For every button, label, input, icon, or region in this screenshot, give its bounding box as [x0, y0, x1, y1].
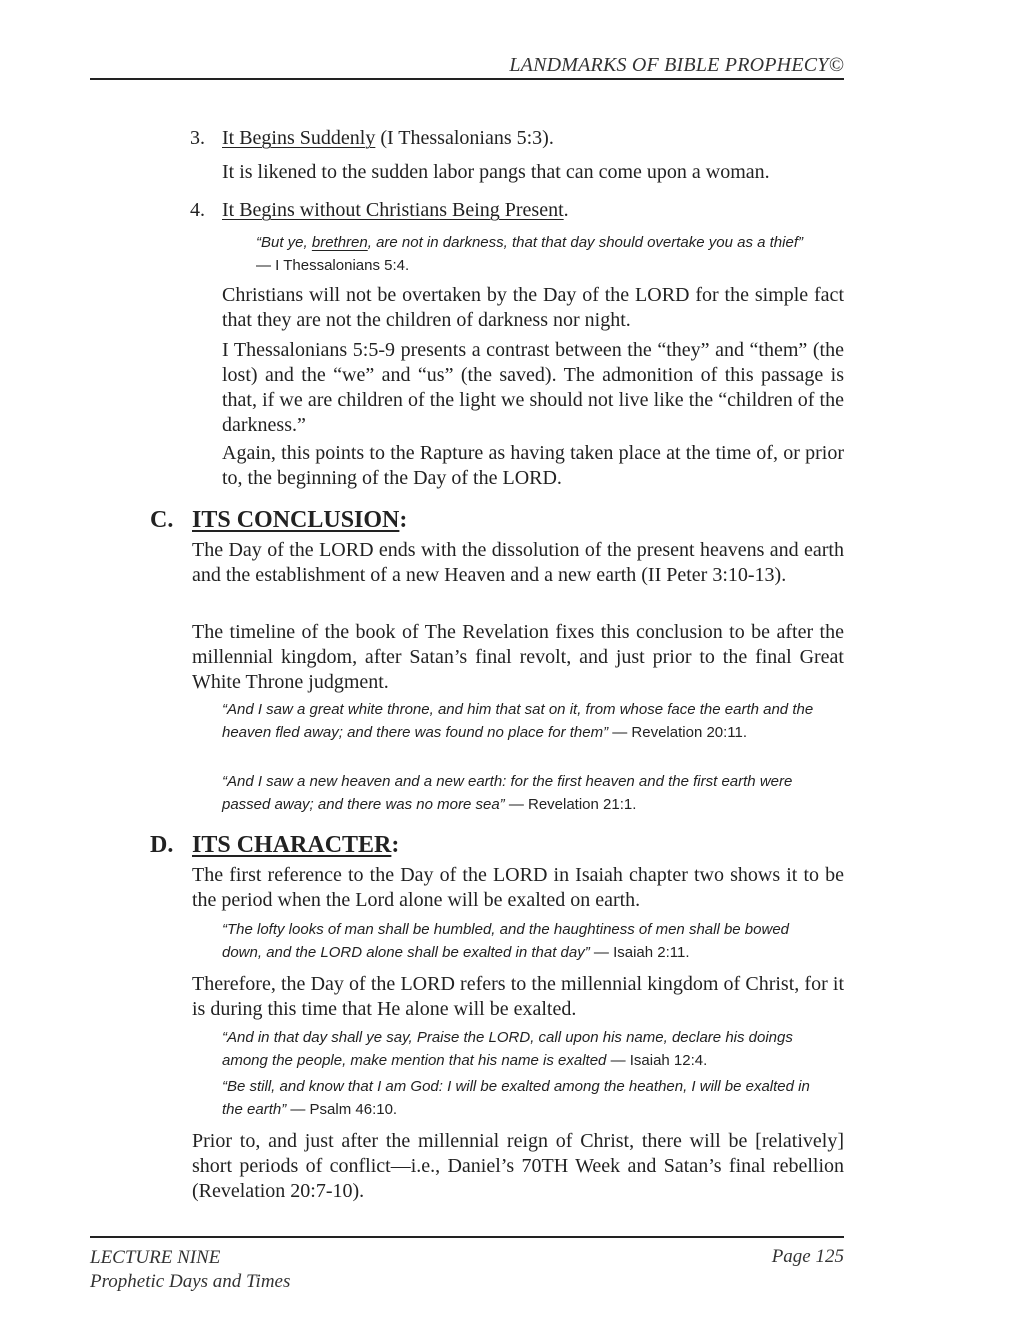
page-number: Page 125 — [771, 1246, 844, 1267]
body-paragraph: The timeline of the book of The Revelation fixes this conclusion to be after the millennial kingdom, after Satan’s final revolt, and just prior to the final Great White Throne judgment. — [192, 621, 844, 693]
body-paragraph: Christians will not be overtaken by the Day of the LORD for the simple fact that they are not the children of darkness nor night. — [222, 284, 844, 331]
quote-reference: — Revelation 21:1. — [504, 796, 637, 813]
quote-reference: — Revelation 20:11. — [608, 724, 748, 741]
item-number: 3. — [190, 127, 205, 149]
item-title: It Begins without Christians Being Present — [222, 199, 564, 221]
list-item-4 — [190, 198, 569, 222]
footer-lecture-block — [90, 1246, 290, 1294]
section-title: ITS CONCLUSION — [192, 507, 400, 533]
scripture-quote — [222, 1026, 814, 1072]
scripture-quote — [222, 770, 814, 816]
section-letter: C. — [150, 507, 174, 533]
section-heading — [150, 506, 407, 534]
quote-emphasis: brethren — [311, 234, 368, 251]
item-suffix: . — [563, 199, 569, 221]
body-paragraph: Prior to, and just after the millennial reign of Christ, there will be [relatively] short periods of conflict—i.e., Daniel’s 70TH Week and Satan’s final rebellion (Revelation 20:7-10). — [192, 1130, 844, 1202]
scripture-quote — [222, 1075, 814, 1121]
quote-text: “But ye, — [256, 234, 312, 251]
body-paragraph: Therefore, the Day of the LORD refers to the millennial kingdom of Christ, for it is during this time that He alone will be exalted. — [192, 973, 844, 1020]
quote-reference: — I Thessalonians 5:4. — [256, 257, 410, 274]
item-reference: (I Thessalonians 5:3). — [375, 127, 554, 149]
quote-text: , are not in darkness, that that day should overtake you as a thief” — [367, 234, 803, 251]
scripture-quote — [256, 231, 816, 277]
section-title: ITS CHARACTER — [192, 832, 392, 858]
quote-text: “And I saw a great white throne, and him that sat on it, from whose face the earth and the heaven fled away; and there was found no place for them” — [222, 701, 814, 741]
body-paragraph: The Day of the LORD ends with the dissolution of the present heavens and earth and the establishment of a new Heaven and a new earth (II Peter 3:10-13). — [192, 539, 844, 586]
section-colon: : — [391, 832, 400, 858]
section-letter: D. — [150, 832, 174, 858]
section-heading — [150, 831, 399, 859]
header-rule — [90, 78, 844, 80]
running-header: LANDMARKS OF BIBLE PROPHECY© — [509, 54, 844, 76]
quote-reference: — Isaiah 2:11. — [589, 944, 690, 961]
lecture-title: LECTURE NINE — [90, 1247, 221, 1268]
quote-reference: — Psalm 46:10. — [286, 1101, 398, 1118]
lecture-subtitle: Prophetic Days and Times — [90, 1271, 291, 1292]
section-colon: : — [399, 507, 408, 533]
quote-text: “The lofty looks of man shall be humbled, and the haughtiness of men shall be bowed down, and the LORD alone shall be exalted in that day” — [222, 921, 790, 961]
body-paragraph: I Thessalonians 5:5-9 presents a contrast between the “they” and “them” (the lost) and the “we” and “us” (the saved). The admonition of this passage is that, if we are children of the light we should not live like the “children of the darkness.” — [222, 339, 844, 436]
list-item-3 — [190, 126, 554, 150]
item-3-body: It is likened to the sudden labor pangs that can come upon a woman. — [222, 161, 770, 183]
footer-rule — [90, 1236, 844, 1238]
quote-reference: — Isaiah 12:4. — [606, 1052, 708, 1069]
body-paragraph: Again, this points to the Rapture as having taken place at the time of, or prior to, the beginning of the Day of the LORD. — [222, 442, 844, 489]
quote-text: “And in that day shall ye say, Praise the LORD, call upon his name, declare his doings among the people, make mention that his name is exalted — [222, 1029, 793, 1069]
quote-text: “And I saw a new heaven and a new earth: for the first heaven and the first earth were passed away; and there was no more sea” — [222, 773, 793, 813]
scripture-quote — [222, 698, 814, 744]
item-number: 4. — [190, 199, 205, 221]
item-title: It Begins Suddenly — [222, 127, 376, 149]
body-paragraph: The first reference to the Day of the LORD in Isaiah chapter two shows it to be the period when the Lord alone will be exalted on earth. — [192, 864, 844, 911]
quote-text: “Be still, and know that I am God: I will be exalted among the heathen, I will be exalted in the earth” — [222, 1078, 810, 1118]
scripture-quote — [222, 918, 814, 964]
